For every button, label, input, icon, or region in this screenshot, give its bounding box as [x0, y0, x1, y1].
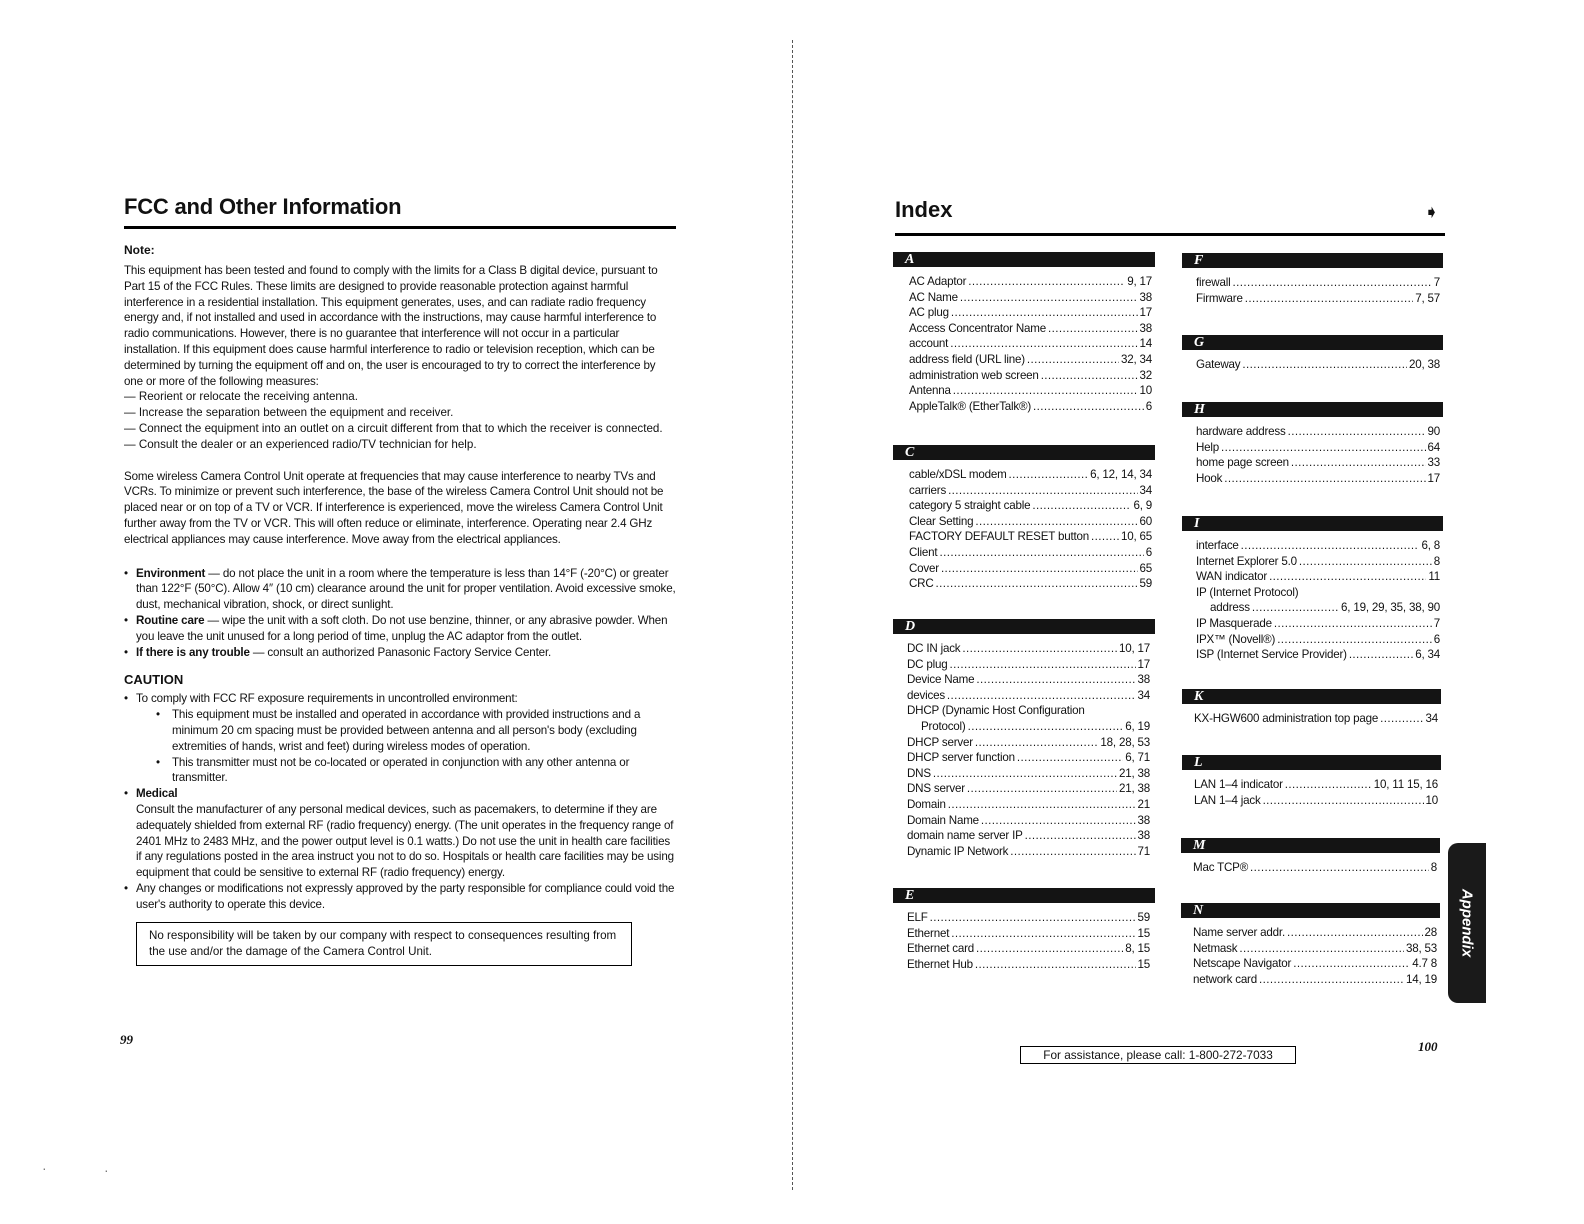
entry-term: Client — [909, 545, 938, 559]
entry-pages: 71 — [1137, 844, 1150, 858]
entry-term: cable/xDSL modem — [909, 468, 1007, 481]
section-letter: E — [893, 888, 1155, 903]
entry-pages: 6, 19, 29, 35, 38, 90 — [1341, 601, 1440, 615]
index-section-c — [893, 445, 1155, 592]
entry-term: Hook — [1196, 471, 1223, 485]
entry-term: AC Name — [909, 290, 958, 304]
index-entry — [909, 274, 1152, 290]
section-letter: A — [893, 252, 1155, 267]
index-entry — [1196, 291, 1440, 307]
index-entry — [909, 483, 1152, 499]
index-entry — [907, 813, 1150, 829]
entry-term: Clear Setting — [909, 514, 974, 528]
care-text: wipe the unit with a soft cloth. Do not use benzine, thinner, or any abrasive powder. When you leave the unit unused for a long period of time, unplug the AC adaptor from the outlet. — [136, 613, 668, 643]
entry-pages: 15 — [1137, 957, 1150, 971]
entry-pages: 10, 11 15, 16 — [1373, 778, 1438, 791]
entry-pages: 32 — [1139, 368, 1152, 382]
index-entry — [1196, 616, 1440, 632]
entry-pages: 7 — [1433, 276, 1440, 289]
index-entry — [907, 766, 1150, 782]
entry-pages: 28 — [1424, 926, 1437, 939]
entry-term: Domain Name — [907, 813, 979, 827]
measure-item: — Reorient or relocate the receiving antenna. — [124, 389, 676, 405]
index-entry — [1196, 440, 1440, 456]
entry-term: Firmware — [1196, 291, 1243, 305]
scan-speck: · — [42, 1160, 47, 1176]
index-section-e — [893, 888, 1155, 972]
entry-term: Help — [1196, 440, 1220, 454]
entry-term: Protocol) — [921, 719, 966, 733]
entry-term: DC IN jack — [907, 642, 961, 655]
fcc-page — [124, 194, 676, 966]
section-letter: I — [1182, 516, 1443, 531]
entry-pages: 8 — [1433, 554, 1440, 568]
entry-term: Ethernet card — [907, 942, 975, 956]
entry-pages: 8, 15 — [1125, 942, 1150, 956]
section-letter: M — [1181, 838, 1440, 853]
entry-term: WAN indicator — [1196, 570, 1268, 584]
entry-term: address field (URL line) — [909, 352, 1025, 366]
index-entry — [907, 941, 1150, 957]
entry-pages: 17 — [1427, 471, 1440, 485]
entry-pages: 34 — [1425, 712, 1438, 725]
index-entry — [1196, 600, 1440, 616]
caution-item — [124, 691, 676, 786]
entry-term: account — [909, 337, 949, 351]
entry-term: Access Concentrator Name — [909, 321, 1046, 335]
rf-intro: To comply with FCC RF exposure requirements in uncontrolled environment: — [136, 692, 518, 706]
entry-term: Gateway — [1196, 358, 1241, 371]
section-entries — [1181, 925, 1440, 987]
index-entry — [1196, 632, 1440, 648]
section-entries — [893, 274, 1155, 414]
index-entry — [909, 529, 1152, 545]
entry-pages: 59 — [1139, 577, 1152, 591]
care-item: • If there is any trouble — consult an authorized Panasonic Factory Service Center. — [124, 645, 676, 661]
section-entries — [1182, 275, 1443, 306]
entry-term: Netscape Navigator — [1193, 957, 1292, 971]
index-entry — [1196, 424, 1440, 440]
page-title: FCC and Other Information — [124, 194, 676, 229]
measure-item: — Consult the dealer or an experienced radio/TV technician for help. — [124, 437, 676, 453]
rf-sublist — [136, 707, 676, 786]
entry-pages: 38 — [1139, 321, 1152, 335]
index-entry — [909, 576, 1152, 592]
entry-pages: 18, 28, 53 — [1100, 735, 1150, 749]
entry-pages: 21, 38 — [1118, 766, 1150, 780]
index-section-m — [1181, 838, 1440, 876]
entry-term: CRC — [909, 577, 934, 591]
entry-term: Ethernet — [907, 926, 950, 940]
entry-pages: 9, 17 — [1127, 275, 1152, 288]
assistance-box: For assistance, please call: 1-800-272-7033 — [1020, 1046, 1296, 1064]
index-entry — [909, 352, 1152, 368]
care-label: Routine care — [136, 613, 205, 627]
section-entries — [1181, 860, 1440, 876]
care-list — [124, 566, 676, 661]
index-entry — [907, 688, 1150, 704]
care-text: consult an authorized Panasonic Factory Service Center. — [267, 645, 552, 659]
entry-term: Domain — [907, 797, 946, 811]
index-section-n — [1181, 903, 1440, 987]
entry-pages: 34 — [1139, 483, 1152, 497]
index-entry — [1193, 925, 1437, 941]
index-entry — [907, 910, 1150, 926]
entry-pages: 6, 8 — [1421, 539, 1440, 552]
entry-term: Dynamic IP Network — [907, 844, 1009, 858]
page-number-left: 99 — [120, 1032, 133, 1047]
page-number-right: 100 — [1418, 1039, 1438, 1054]
care-label: If there is any trouble — [136, 645, 250, 659]
entry-pages: 8 — [1430, 861, 1437, 874]
index-title-rule — [895, 233, 1445, 236]
index-entry — [909, 561, 1152, 577]
entry-term: Name server addr. — [1193, 926, 1285, 939]
index-entry — [1196, 554, 1440, 570]
section-letter: F — [1182, 253, 1443, 268]
entry-pages: 4.7 8 — [1412, 957, 1437, 971]
entry-term: home page screen — [1196, 456, 1289, 470]
entry-pages: 10 — [1139, 384, 1152, 398]
entry-term: ISP (Internet Service Provider) — [1196, 648, 1347, 662]
entry-pages: 38, 53 — [1405, 941, 1437, 955]
index-entry — [1194, 777, 1438, 793]
entry-term: Antenna — [909, 384, 951, 398]
index-entry — [909, 290, 1152, 306]
entry-pages: 38 — [1137, 829, 1150, 843]
entry-pages: 10, 17 — [1118, 642, 1150, 655]
index-entry — [909, 467, 1152, 483]
index-section-d — [893, 619, 1155, 859]
caution-list — [124, 691, 676, 912]
entry-pages: 38 — [1137, 813, 1150, 827]
index-title: Index — [895, 197, 953, 222]
section-entries — [893, 467, 1155, 592]
entry-term: LAN 1–4 indicator — [1194, 778, 1283, 791]
section-entries — [1182, 357, 1443, 373]
wireless-paragraph: Some wireless Camera Control Unit operate at frequencies that may cause interference to nearby TVs and VCRs. To minimize or prevent such interference, the base of the wireless Camera Control Unit should not be placed near or on top of a TV or VCR. If interference is experienced, move the wireless Camera Control Unit further away from the TV or VCR. This will often reduce or eliminate, interference. Operating near 2.4 GHz electrical appliances may cause interference. Move away from the electrical appliances. — [124, 469, 664, 546]
appendix-tab-label: Appendix — [1458, 888, 1476, 958]
entry-pages: 33 — [1427, 456, 1440, 470]
index-entry — [907, 781, 1150, 797]
entry-pages: 6, 19 — [1125, 719, 1150, 733]
index-entry — [907, 957, 1150, 973]
care-item: • Environment — do not place the unit in a room where the temperature is less than 14°F (-20°C) or greater than 122°F (50°C). Allow 4″ (10 cm) clearance around the unit for proper ventilation. Avoid excessive smoke, dust, mechanical vibration, shock, or direct sunlight. — [124, 566, 676, 613]
entry-pages: 6, 9 — [1133, 499, 1152, 513]
entry-term: AC Adaptor — [909, 275, 967, 288]
index-entry — [907, 719, 1150, 735]
index-entry: IP (Internet Protocol) — [1196, 585, 1299, 599]
section-letter: C — [893, 445, 1155, 460]
entry-pages: 17 — [1137, 657, 1150, 671]
entry-pages: 32, 34 — [1120, 352, 1152, 366]
section-letter: K — [1182, 689, 1441, 704]
index-entry — [1196, 471, 1440, 487]
entry-pages: 6, 34 — [1415, 648, 1440, 662]
index-entry — [1196, 357, 1440, 373]
index-entry — [909, 305, 1152, 321]
section-entries — [893, 910, 1155, 972]
entry-term: Mac TCP® — [1193, 861, 1249, 874]
section-letter: G — [1182, 335, 1443, 350]
entry-term: administration web screen — [909, 368, 1039, 382]
index-entry — [1196, 647, 1440, 663]
entry-term: hardware address — [1196, 425, 1286, 438]
index-section-i — [1182, 516, 1443, 663]
entry-pages: 21 — [1137, 797, 1150, 811]
entry-pages: 60 — [1139, 514, 1152, 528]
index-entry — [1196, 455, 1440, 471]
entry-term: firewall — [1196, 276, 1231, 289]
care-label: Environment — [136, 566, 206, 580]
entry-pages: 14, 19 — [1405, 972, 1437, 986]
entry-pages: 34 — [1137, 688, 1150, 702]
entry-pages: 10, 65 — [1120, 530, 1152, 544]
index-entry — [1196, 569, 1440, 585]
care-item: • Routine care — wipe the unit with a soft cloth. Do not use benzine, thinner, or any abrasive powder. When you leave the unit unused for a long period of time, unplug the AC adaptor from the outlet. — [124, 613, 676, 645]
entry-term: DC plug — [907, 657, 948, 671]
entry-pages: 6, 12, 14, 34 — [1090, 468, 1152, 481]
continue-arrow-icon: ➧ — [1424, 202, 1440, 222]
note-paragraph: This equipment has been tested and found to comply with the limits for a Class B digital device, pursuant to Part 15 of the FCC Rules. These limits are designed to provide reasonable protection against harmful interference in a residential installation. This equipment generates, uses, and can radiate radio frequency energy and, if not installed and used in accordance with the instructions, may cause harmful interference to radio communications. However, there is no guarantee that interference will not occur in a particular installation. If this equipment does cause harmful interference to radio or television reception, which can be determined by turning the equipment off and on, the user is encouraged to try to correct the interference by one or more of the following measures: — [124, 264, 658, 388]
appendix-tab — [1448, 843, 1486, 1003]
entry-term: AppleTalk® (EtherTalk®) — [909, 399, 1032, 413]
entry-term: carriers — [909, 483, 947, 497]
index-entry — [1193, 860, 1437, 876]
entry-term: AC plug — [909, 306, 949, 320]
index-entry — [907, 926, 1150, 942]
index-entry — [907, 657, 1150, 673]
entry-pages: 64 — [1427, 440, 1440, 454]
disclaimer-box: No responsibility will be taken by our company with respect to consequences resulting from the use and/or the damage of the Camera Control Unit. — [136, 922, 632, 966]
entry-pages: 59 — [1137, 911, 1150, 924]
index-entry — [907, 828, 1150, 844]
entry-term: Cover — [909, 561, 939, 575]
section-letter: N — [1181, 903, 1440, 918]
entry-term: address — [1210, 601, 1250, 615]
index-entry — [1196, 538, 1440, 554]
entry-term: Netmask — [1193, 941, 1238, 955]
entry-term: IP Masquerade — [1196, 616, 1272, 630]
index-entry — [909, 545, 1152, 561]
section-entries — [893, 641, 1155, 859]
index-entry — [909, 514, 1152, 530]
index-entry — [907, 797, 1150, 813]
index-entry — [1194, 793, 1438, 809]
entry-pages: 38 — [1139, 290, 1152, 304]
rf-subitem: • This transmitter must not be co-located or operated in conjunction with any other antenna or transmitter. — [156, 755, 676, 787]
index-entry — [907, 641, 1150, 657]
entry-term: Ethernet Hub — [907, 957, 973, 971]
measure-item: — Connect the equipment into an outlet on a circuit different from that to which the receiver is connected. — [124, 421, 676, 437]
care-text: do not place the unit in a room where the temperature is less than 14°F (-20°C) or greater than 122°F (50°C). Allow 4″ (10 cm) clearance around the unit for proper ventilation. Avoid excessive smoke, dust, mechanical vibration, shock, or direct sunlight. — [136, 566, 676, 612]
section-letter: L — [1182, 755, 1441, 770]
measures-list — [124, 389, 676, 452]
entry-term: Internet Explorer 5.0 — [1196, 554, 1297, 568]
index-section-k — [1182, 689, 1441, 727]
index-entry — [909, 368, 1152, 384]
index-section-l — [1182, 755, 1441, 808]
entry-pages: 7, 57 — [1415, 291, 1440, 305]
index-entry — [1196, 275, 1440, 291]
section-entries — [1182, 777, 1441, 808]
index-entry — [1193, 956, 1437, 972]
entry-term: KX-HGW600 administration top page — [1194, 712, 1379, 725]
entry-term: devices — [907, 688, 945, 702]
medical-text: Consult the manufacturer of any personal medical devices, such as pacemakers, to determine if they are adequately shielded from external RF (radio frequency) energy. (The unit operates in the frequency range of 2401 MHz to 2483 MHz, and the power output level is 0.1 watts.) Do not use the unit in health care facilities if any regulations posted in the area instruct you not to do so. Hospitals or health care facilities may be using equipment that could be sensitive to external RF (radio frequency) energy. — [136, 802, 674, 880]
index-entry — [909, 383, 1152, 399]
entry-pages: 6 — [1433, 632, 1440, 646]
measure-item: — Increase the separation between the equipment and receiver. — [124, 405, 676, 421]
entry-pages: 6, 71 — [1125, 751, 1150, 765]
section-entries — [1182, 424, 1443, 486]
index-entry — [1194, 711, 1438, 727]
section-entries — [1182, 538, 1443, 663]
index-entry — [907, 735, 1150, 751]
entry-term: Device Name — [907, 673, 975, 687]
medical-label: Medical — [136, 787, 178, 801]
entry-term: FACTORY DEFAULT RESET button — [909, 530, 1089, 544]
entry-pages: 15 — [1137, 926, 1150, 940]
rf-subitem: • This equipment must be installed and operated in accordance with provided instructions and a minimum 20 cm spacing must be provided between antenna and all person's body (excluding extremities of hands, wrist and feet) during wireless modes of operation. — [156, 707, 676, 754]
page-fold-line — [792, 40, 793, 1190]
entry-term: ELF — [907, 911, 928, 924]
entry-term: DNS — [907, 766, 931, 780]
index-entry — [909, 321, 1152, 337]
entry-pages: 10 — [1425, 793, 1438, 807]
section-letter: H — [1182, 402, 1443, 417]
index-entry — [909, 498, 1152, 514]
index-entry — [1193, 972, 1437, 988]
index-entry — [909, 336, 1152, 352]
index-section-f — [1182, 253, 1443, 306]
index-entry: DHCP (Dynamic Host Configuration — [907, 704, 1085, 718]
section-entries — [1182, 711, 1441, 727]
entry-term: LAN 1–4 jack — [1194, 793, 1261, 807]
index-entry — [907, 750, 1150, 766]
scan-speck: · — [104, 1162, 109, 1178]
entry-term: category 5 straight cable — [909, 499, 1031, 513]
section-letter: D — [893, 619, 1155, 634]
entry-pages: 90 — [1427, 425, 1440, 438]
caution-item — [124, 786, 676, 881]
entry-pages: 6 — [1145, 545, 1152, 559]
index-section-a — [893, 252, 1155, 414]
index-entry — [1193, 941, 1437, 957]
entry-term: interface — [1196, 539, 1239, 552]
note-label: Note: — [124, 243, 155, 257]
entry-pages: 65 — [1139, 561, 1152, 575]
entry-pages: 20, 38 — [1408, 358, 1440, 371]
entry-pages: 7 — [1433, 616, 1440, 630]
caution-heading: CAUTION — [124, 672, 184, 688]
entry-pages: 38 — [1137, 673, 1150, 687]
entry-term: IPX™ (Novell®) — [1196, 632, 1276, 646]
index-section-g — [1182, 335, 1443, 373]
index-entry — [907, 844, 1150, 860]
entry-pages: 11 — [1428, 570, 1440, 584]
entry-term: DHCP server function — [907, 751, 1015, 765]
entry-pages: 14 — [1139, 337, 1152, 351]
entry-pages: 6 — [1145, 399, 1152, 413]
entry-term: network card — [1193, 972, 1257, 986]
caution-item: • Any changes or modifications not expressly approved by the party responsible for compliance could void the user's authority to operate this device. — [124, 881, 676, 913]
index-section-h — [1182, 402, 1443, 486]
entry-term: DNS server — [907, 782, 965, 796]
entry-term: DHCP server — [907, 735, 973, 749]
entry-pages: 17 — [1139, 306, 1152, 320]
entry-term: domain name server IP — [907, 829, 1023, 843]
index-entry — [907, 672, 1150, 688]
index-entry — [909, 399, 1152, 415]
entry-pages: 21, 38 — [1118, 782, 1150, 796]
